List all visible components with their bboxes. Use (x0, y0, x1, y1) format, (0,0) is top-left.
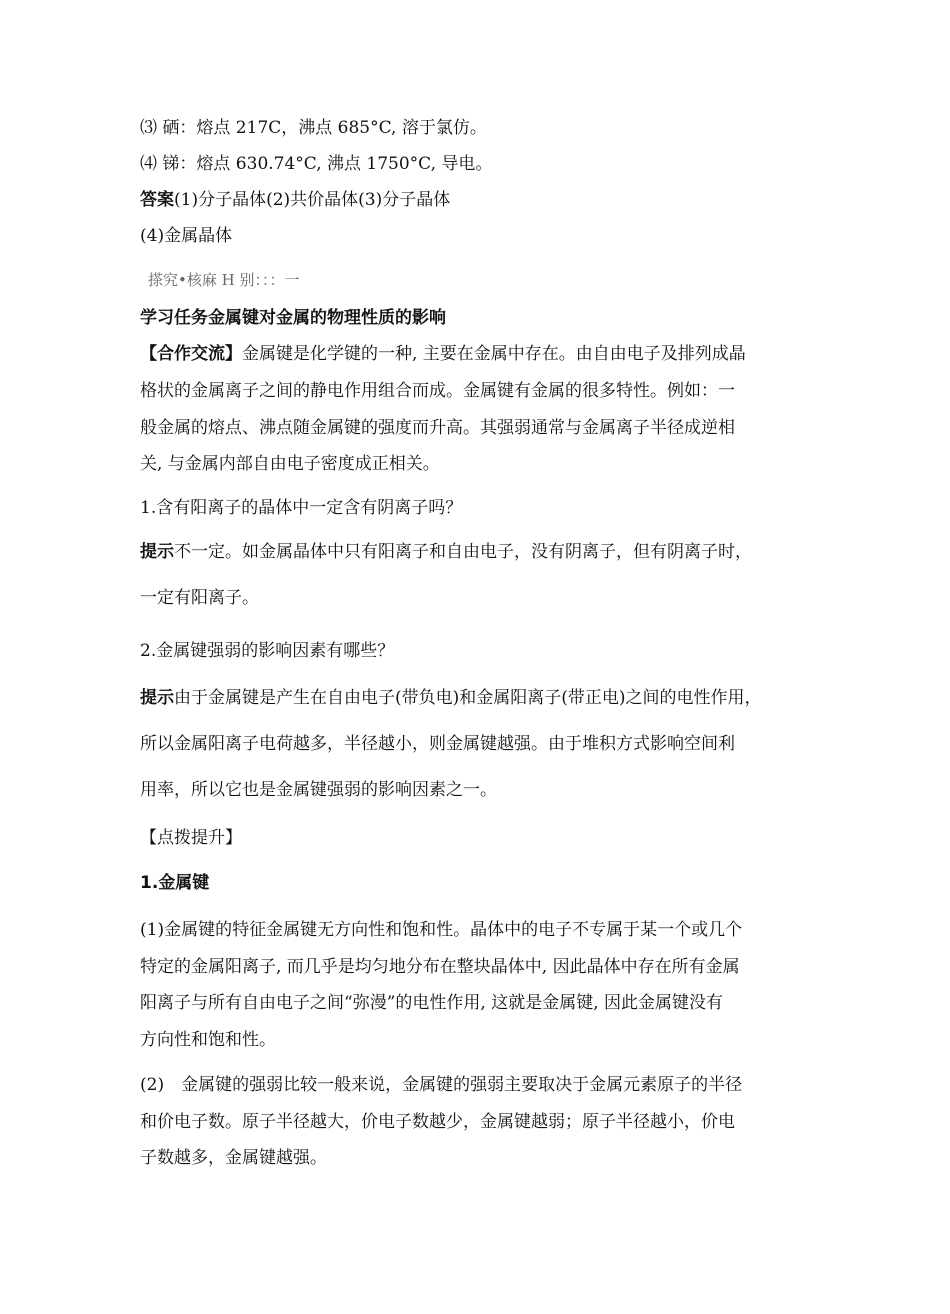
text-line: 方向性和饱和性。 (140, 1030, 276, 1050)
answer-text: (1)分子晶体(2)共价晶体(3)分子晶体 (174, 190, 451, 210)
text-line: 一定有阳离子。 (140, 588, 259, 608)
point-title: 【点拨提升】 (140, 828, 242, 848)
coop-text: 金属键是化学键的一种, 主要在金属中存在。由自由电子及排列成晶 (242, 344, 746, 364)
hint-text: 由于金属键是产生在自由电子(带负电)和金属阳离子(带正电)之间的电性作用， (174, 688, 762, 708)
text-line: 子数越多，金属键越强。 (140, 1148, 327, 1168)
hint-line (140, 540, 752, 564)
text-line: 用率，所以它也是金属键强弱的影响因素之一。 (140, 780, 497, 800)
text-line: 关, 与金属内部自由电子密度成正相关。 (140, 454, 440, 474)
question-1: 1.含有阳离子的晶体中一定含有阴离子吗？ (140, 498, 463, 518)
scan-noise-text: 搽究•核麻 H 别：：：一 (148, 271, 300, 289)
hint-line (140, 686, 762, 710)
text-line: (1)金属键的特征金属键无方向性和饱和性。晶体中的电子不专属于某一个或几个 (140, 920, 743, 940)
text-line: (4)金属晶体 (140, 226, 233, 246)
text-line: 所以金属阳离子电荷越多，半径越小，则金属键越强。由于堆积方式影响空间利 (140, 734, 735, 754)
coop-label: 【合作交流】 (140, 344, 242, 364)
text-line: 特定的金属阳离子, 而几乎是均匀地分布在整块晶体中, 因此晶体中存在所有金属 (140, 957, 740, 977)
hint-label: 提示 (140, 542, 174, 562)
text-line (140, 342, 746, 366)
subsection-title: 1.金属键 (140, 873, 210, 893)
text-line: 和价电子数。原子半径越大，价电子数越少，金属键越弱；原子半径越小，价电 (140, 1112, 735, 1132)
text-line: ⑶ 硒：熔点 217C，沸点 685°C, 溶于氯仿。 (140, 118, 487, 138)
hint-label: 提示 (140, 688, 174, 708)
question-2: 2.金属键强弱的影响因素有哪些？ (140, 641, 395, 661)
text-line: 格状的金属离子之间的静电作用组合而成。金属键有金属的很多特性。例如：一 (140, 381, 735, 401)
hint-text: 不一定。如金属晶体中只有阳离子和自由电子，没有阴离子，但有阴离子时， (174, 542, 752, 562)
answer-label: 答案 (140, 190, 174, 210)
text-line: ⑷ 锑：熔点 630.74°C, 沸点 1750°C, 导电。 (140, 154, 493, 174)
section-title: 学习任务金属键对金属的物理性质的影响 (140, 308, 446, 328)
text-line: 般金属的熔点、沸点随金属键的强度而升高。其强弱通常与金属离子半径成逆相 (140, 418, 735, 438)
text-line: 阳离子与所有自由电子之间“弥漫”的电性作用, 这就是金属键, 因此金属键没有 (140, 993, 723, 1013)
answer-line (140, 188, 450, 212)
text-line: (2) 金属键的强弱比较一般来说，金属键的强弱主要取决于金属元素原子的半径 (140, 1075, 743, 1095)
